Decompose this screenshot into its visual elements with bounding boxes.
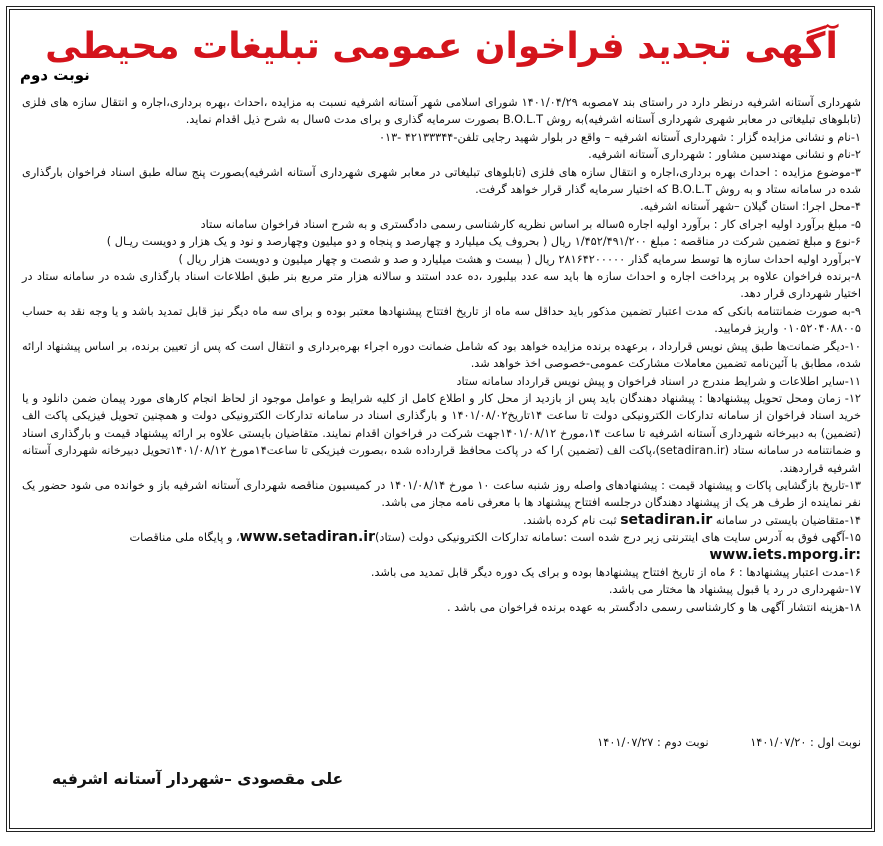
iets-link[interactable]: www.iets.mporg.ir:	[709, 546, 861, 563]
first-publication-date: نوبت اول : ۱۴۰۱/۰۷/۲۰	[750, 736, 861, 749]
item-12: ۱۲- زمان ومحل تحویل پیشنهادها : پیشنهاد دهندگان باید پس از بازدید از محل کار و اطلاع کامل از کلیه شرایط و عوامل موجود از لحاظ انجام کارهای مورد پیمان ضمن دانلود و یا خرید اسناد فراخوان از سامانه تدارکات الکترونیکی دولت تا ساعت ۱۴تاریخ۱۴۰۱/۰۸/۰۲ و بارگذاری اسناد در سامانه تدارکات الکترونیکی دولت و همچنین تحویل فیزیکی پاکت الف (تضمین) به دبیرخانه شهرداری آستانه اشرفیه تا ساعت ۱۴،مورخ ۱۴۰۱/۰۸/۱۲جهت شرکت در فراخوان اقدام نمایند. متقاضیان بایستی علاوه بر ارائه پیشنهاد قیمت و بارگذاری اسناد و ضمانتنامه در سامانه ستاد (setadiran.ir)،پاکت الف (تضمین )را که در پاکت محافظ قرارداده شده ،بصورت فیزیکی تا ساعت۱۴مورخ ۱۴۰۱/۰۸/۱۲تحویل دبیرخانه شهرداری آستانه اشرفیه قراردهند.	[22, 391, 861, 475]
publication-dates	[559, 734, 861, 751]
mayor-signature: علی مقصودی –شهردار آستانه اشرفیه	[52, 770, 344, 788]
second-publication-date: نوبت دوم : ۱۴۰۱/۰۷/۲۷	[597, 736, 709, 749]
item-4: ۴-محل اجرا: استان گیلان –شهر آستانه اشرفیه.	[640, 200, 861, 214]
item-1: ۱-نام و نشانی مزایده گزار : شهرداری آستانه اشرفیه – واقع در بلوار شهید رجایی تلفن-۴۲۱۳۳۳۴۴ -۰۱۳	[378, 130, 861, 144]
item-17: ۱۷-شهرداری در رد یا قبول پیشنهاد ها مختار می باشد.	[608, 583, 861, 597]
item-15	[22, 529, 861, 564]
notice-body	[22, 94, 861, 616]
item-7: ۷-برآورد اولیه احداث سازه ها توسط سرمایه گذار ۲۸۱۶۴۲۰۰۰۰۰ ریال ( بیست و هشت میلیارد و صد و شصت و چهار میلیون و دویست هزار ریال )	[178, 252, 861, 266]
item-9: ۹-به صورت ضمانتنامه بانکی که مدت اعتبار تضمین مذکور باید حداقل سه ماه از تاریخ افتتاح پیشنهادها معتبر بوده و برای سه ماه دیگر نیز قابل تمدید باشد و یا وجه نقد به حساب ۰۱۰۵۲۰۴۰۸۸۰۰۵ واریز فرمایید.	[22, 304, 861, 336]
item-18: ۱۸-هزینه انتشار آگهی ها و کارشناسی رسمی دادگستر به عهده برنده فراخوان می باشد .	[446, 600, 861, 614]
item-11: ۱۱-سایر اطلاعات و شرایط مندرج در اسناد فراخوان و پیش نویس قرارداد سامانه ستاد	[456, 374, 861, 388]
item-14	[22, 512, 861, 529]
item-15-mid: ، و پایگاه ملی مناقصات	[129, 531, 240, 545]
item-5: ۵- مبلغ برآورد اولیه اجرای کار : برآورد اولیه اجاره ۵ساله بر اساس نظریه کارشناسی رسمی دادگستری و به شرح اسناد فراخوان سامانه ستاد	[200, 217, 861, 231]
item-10: ۱۰-دیگر ضمانت‌ها طبق پیش نویس قرارداد ، برعهده برنده مزایده خواهد بود که شامل ضمانت دوره اجراء بهره‌برداری و انتقال است که پس از تعیین برنده، بر اساس پیشنهاد ارائه شده، مطابق با آئین‌نامه تضمین معاملات مشارکت عمومی-خصوصی اخذ خواهد شد.	[22, 339, 861, 371]
item-14-text: ۱۴-متقاضیان بایستی در سامانه	[712, 513, 861, 527]
item-15-text: ۱۵-آگهی فوق به آدرس سایت های اینترنتی زیر درج شده است :سامانه تدارکات الکترونیکی دولت (ستاد)	[375, 531, 861, 545]
item-16: ۱۶-مدت اعتبار پیشنهادها : ۶ ماه از تاریخ افتتاح پیشنهادها بوده و برای یک دوره دیگر قابل تمدید می باشد.	[370, 565, 861, 579]
setadiran-www-link[interactable]: www.setadiran.ir	[239, 529, 375, 546]
publication-round: نوبت دوم	[20, 66, 90, 84]
intro-paragraph: شهرداری آستانه اشرفیه درنظر دارد در راستای بند ۷مصوبه ۱۴۰۱/۰۴/۲۹ شورای اسلامی شهر آستانه اشرفیه نسبت به مزایده ،احداث ،بهره برداری،اجاره و انتقال سازه های فلزی (تابلوهای تبلیغاتی در معابر شهری شهرداری آستانه اشرفیه)به روش B.O.L.T بصورت سرمایه گذاری و برای مدت ۵سال به شرح ذیل اقدام نماید.	[22, 96, 861, 127]
item-13: ۱۳-تاریخ بازگشایی پاکات و پیشنهاد قیمت : پیشنهادهای واصله روز شنبه ساعت ۱۰ مورخ ۱۴۰۱/۰۸/۱۴ در کمیسیون مناقصه شهرداری آستانه اشرفیه باز و خوانده می شود حضور یک نفر نماینده از طرف هر یک از پیشنهاد دهندگان درجلسه افتتاح پیشنهاد ها با معرفی نامه مجاز می باشد.	[22, 478, 861, 510]
setadiran-link[interactable]: setadiran.ir	[620, 511, 713, 528]
notice-title: آگهی تجدید فراخوان عمومی تبلیغات محیطی	[45, 26, 838, 67]
item-6: ۶-نوع و مبلغ تضمین شرکت در مناقصه : مبلغ ۱/۴۵۲/۴۹۱/۲۰۰ ریال ( بحروف یک میلیارد و چهارصد و پنجاه و دو میلیون وچهارصد و نود و یک هزار و دویست ریـال )	[106, 235, 861, 249]
item-2: ۲-نام و نشانی مهندسین مشاور : شهرداری آستانه اشرفیه.	[588, 148, 861, 162]
item-3: ۳-موضوع مزایده : احداث بهره برداری،اجاره و انتقال سازه های فلزی (تابلوهای تبلیغاتی در معابر شهری شهرداری آستانه اشرفیه)بصورت پنج ساله طبق اسناد فراخوان بارگذاری شده در سامانه ستاد و به روش B.O.L.T که اختیار سرمایه گذار قرار خواهد گرفت.	[22, 165, 861, 197]
item-8: ۸-برنده فراخوان علاوه بر پرداخت اجاره و احداث سازه ها باید سه عدد بیلبورد ،ده عدد استند و سالانه هزار متر مربع بنر طبق اطلاعات اسناد بارگذاری شده در سامانه ستاد در اختیار شهرداری قرار دهد.	[22, 270, 861, 301]
item-14-after: ثبت نام کرده باشند.	[523, 513, 621, 527]
notice-footer	[22, 734, 861, 794]
